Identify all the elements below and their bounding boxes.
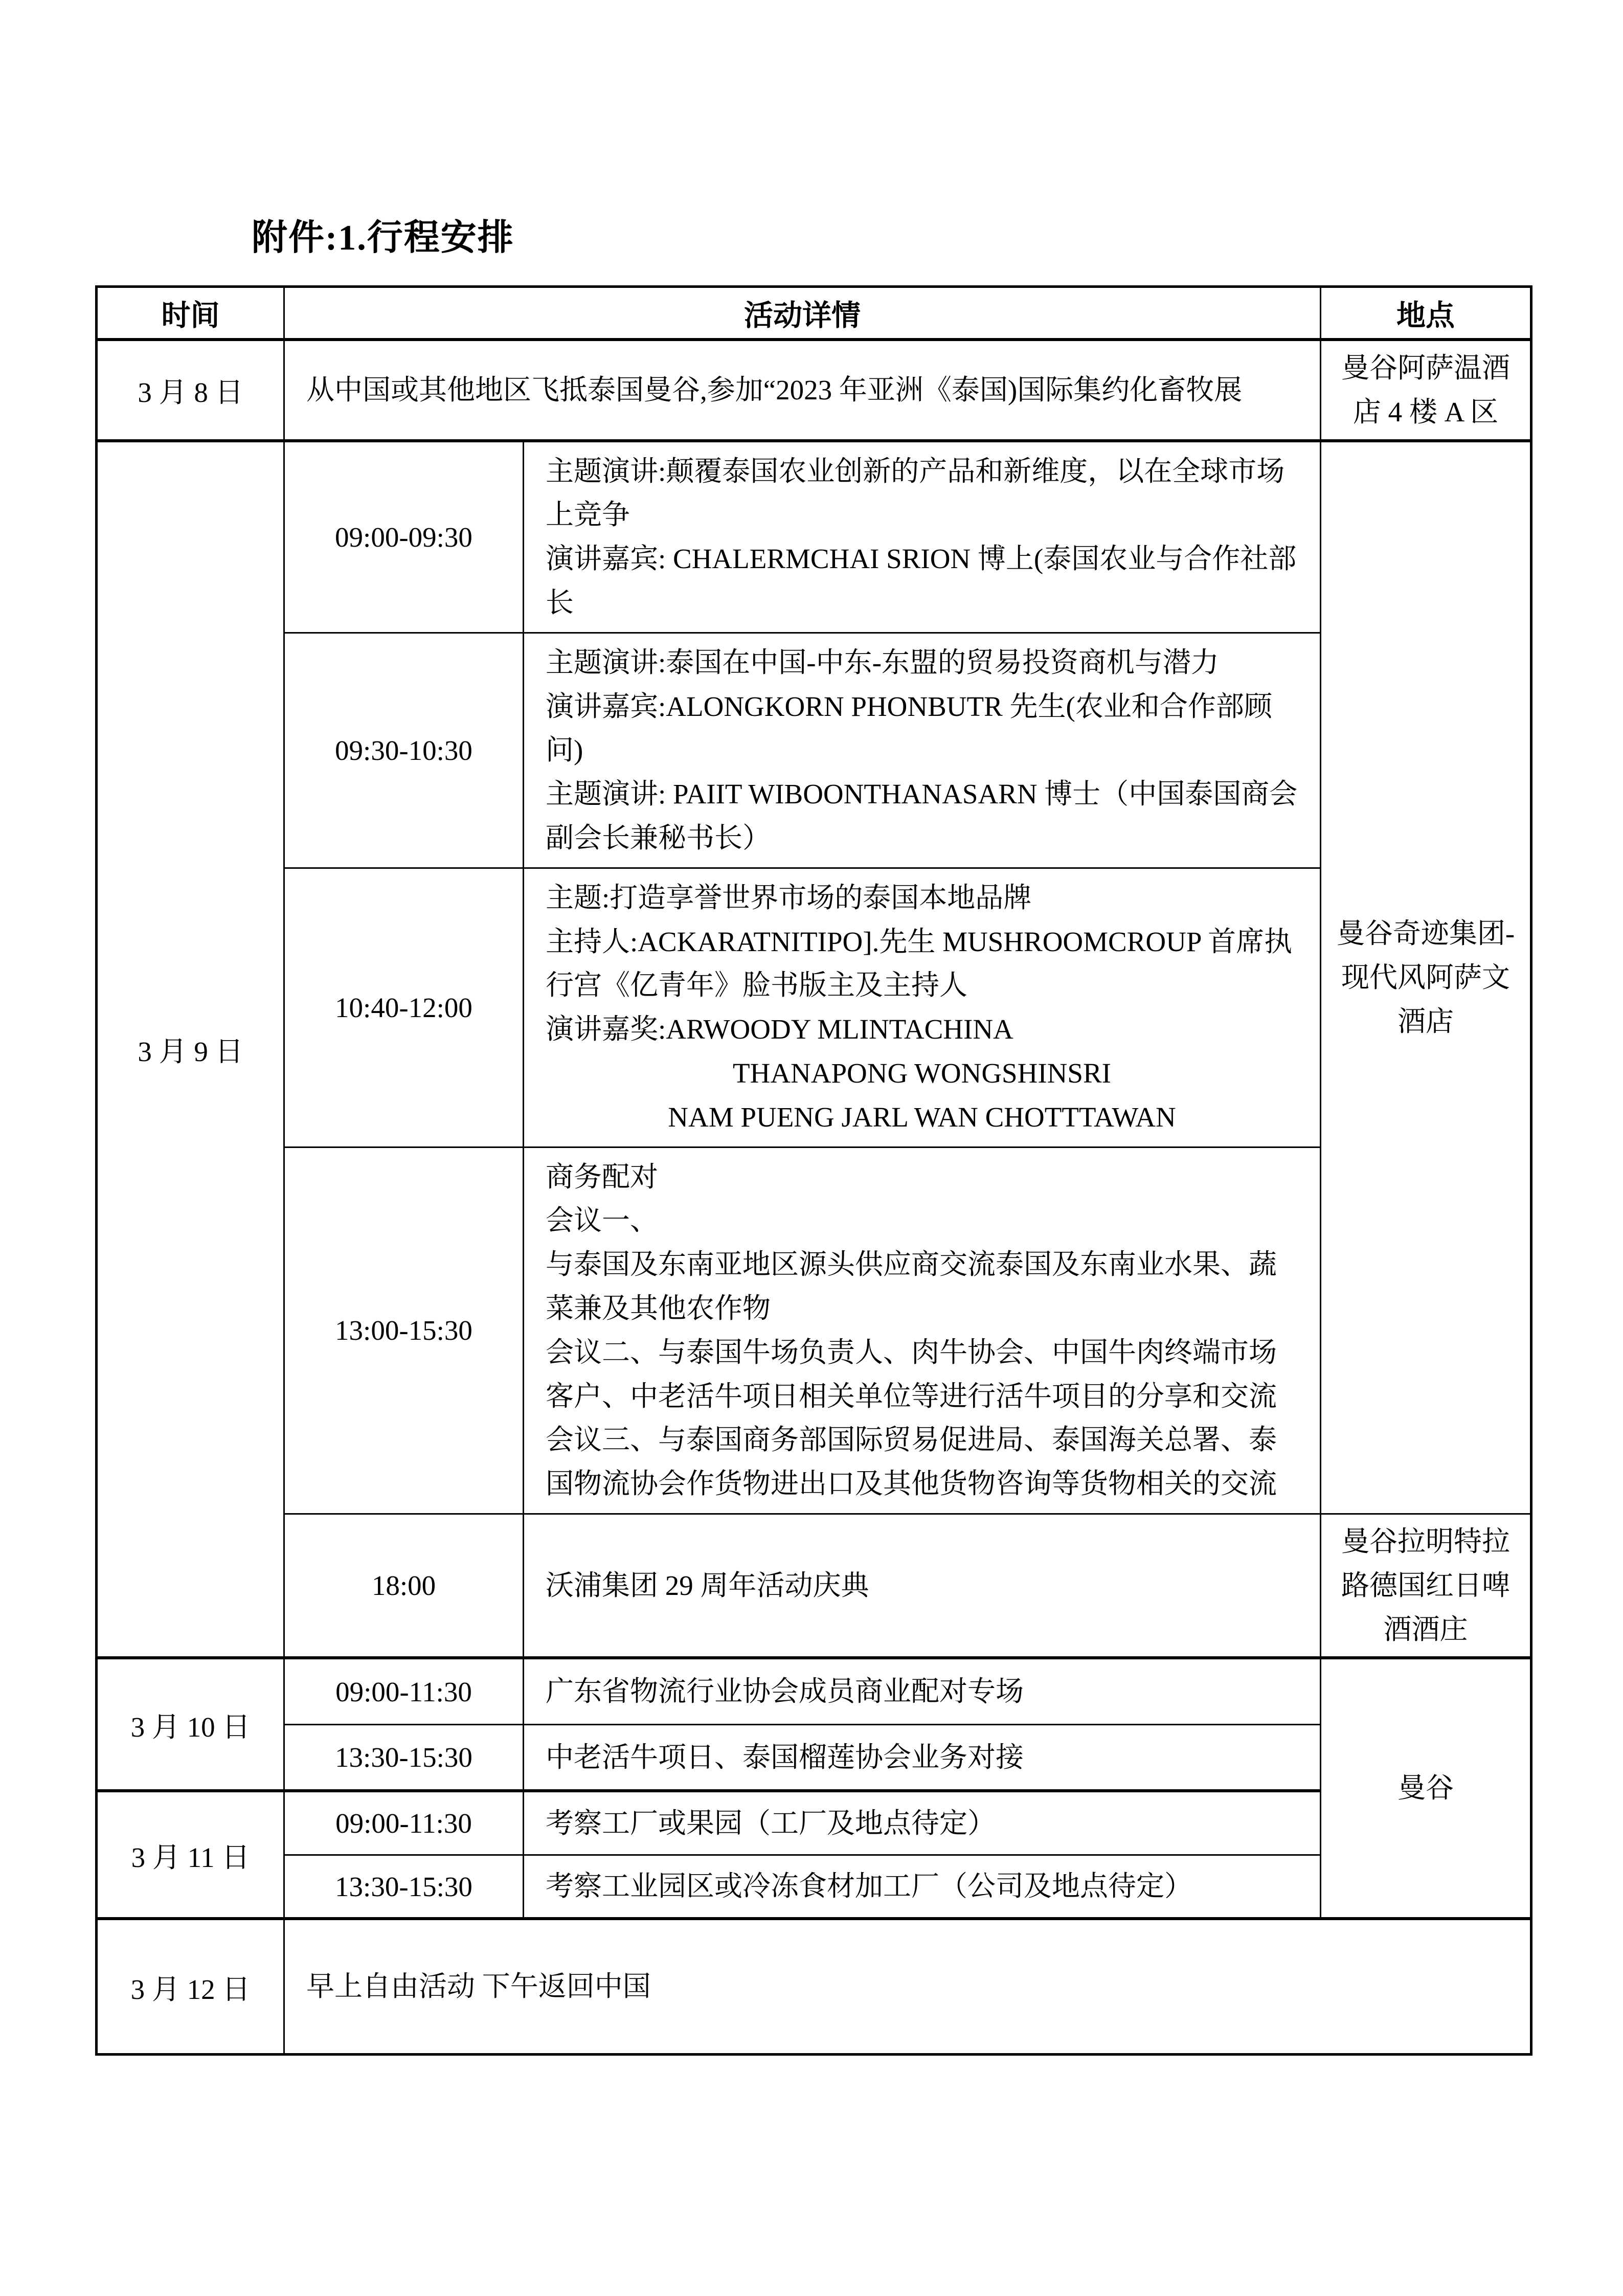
activity-paragraph: 早上自由活动 下午返回中国 — [306, 1971, 651, 2002]
cell-activity-mar11-0 — [524, 1791, 1321, 1855]
header-location: 地点 — [1321, 287, 1531, 340]
activity-paragraph: 主题演讲:颠覆泰国农业创新的产品和新维度，以在全球市场上竞争 — [546, 455, 1285, 531]
cell-time-mar10-0: 09:00-11:30 — [284, 1658, 524, 1724]
cell-location-mar9: 曼谷奇迹集团-现代风阿萨文酒店 — [1321, 441, 1531, 1514]
cell-activity-mar9-3 — [524, 1147, 1321, 1514]
cell-date-mar9: 3 月 9 日 — [97, 441, 284, 1658]
cell-time-mar10-1: 13:30-15:30 — [284, 1724, 524, 1791]
cell-location-mar10-11: 曼谷 — [1321, 1658, 1531, 1919]
activity-paragraph: 考察工厂或果园（工厂及地点待定） — [546, 1807, 996, 1839]
cell-activity-mar8 — [284, 340, 1321, 441]
activity-paragraph: 演讲嘉宾:ALONGKORN PHONBUTR 先生(农业和合作部顾问) — [546, 690, 1272, 766]
cell-date-mar10: 3 月 10 日 — [97, 1658, 284, 1791]
header-activity: 活动详情 — [284, 287, 1321, 340]
cell-date-mar8: 3 月 8 日 — [97, 340, 284, 441]
itinerary-table — [95, 285, 1532, 2056]
activity-paragraph: 会议三、与泰国商务部国际贸易促进局、泰国海关总署、泰国物流协会作货物进出口及其他货物咨询等货物相关的交流 — [546, 1424, 1277, 1500]
cell-location-mar8: 曼谷阿萨温酒店 4 楼 A 区 — [1321, 340, 1531, 441]
header-time: 时间 — [97, 287, 284, 340]
activity-paragraph: NAM PUENG JARL WAN CHOTTTAWAN — [668, 1101, 1176, 1133]
activity-paragraph: 商务配对 — [546, 1161, 659, 1192]
activity-paragraph: 从中国或其他地区飞抵泰国曼谷,参加“2023 年亚洲《泰国)国际集约化畜牧展 — [306, 374, 1243, 406]
cell-activity-mar10-0 — [524, 1658, 1321, 1724]
cell-time-mar9-1: 09:30-10:30 — [284, 633, 524, 868]
activity-paragraph: 主题演讲:泰国在中国-中东-东盟的贸易投资商机与潜力 — [546, 646, 1219, 678]
activity-paragraph: 沃浦集团 29 周年活动庆典 — [546, 1569, 869, 1601]
cell-activity-mar10-1 — [524, 1724, 1321, 1791]
activity-paragraph: 广东省物流行业协会成员商业配对专场 — [546, 1676, 1024, 1707]
activity-paragraph: 与泰国及东南亚地区源头供应商交流泰国及东南业水果、蔬菜兼及其他农作物 — [546, 1249, 1277, 1324]
cell-time-mar9-3: 13:00-15:30 — [284, 1147, 524, 1514]
activity-paragraph: 会议二、与泰国牛场负责人、肉牛协会、中国牛肉终端市场客户、中老活牛项日相关单位等进行活牛项目的分享和交流 — [546, 1336, 1277, 1412]
activity-paragraph: 主持人:ACKARATNITIPO].先生 MUSHROOMCROUP 首席执行宫《亿青年》脸书版主及主持人 — [546, 926, 1293, 1001]
cell-activity-mar9-4 — [524, 1514, 1321, 1658]
activity-paragraph: 主题演讲: PAIIT WIBOONTHANASARN 博士（中国泰国商会副会长兼秘书长） — [546, 778, 1298, 853]
activity-paragraph: 演讲嘉宾: CHALERMCHAI SRION 博上(泰国农业与合作社部长 — [546, 543, 1297, 618]
cell-activity-mar11-1 — [524, 1855, 1321, 1919]
cell-time-mar9-4: 18:00 — [284, 1514, 524, 1658]
cell-location-mar9-evening: 曼谷拉明特拉路德国红日啤酒酒庄 — [1321, 1514, 1531, 1658]
activity-paragraph: 演讲嘉奖:ARWOODY MLINTACHINA — [546, 1014, 1013, 1045]
cell-time-mar9-0: 09:00-09:30 — [284, 441, 524, 633]
activity-paragraph: 中老活牛项日、泰国榴莲协会业务对接 — [546, 1741, 1024, 1773]
cell-activity-mar9-1 — [524, 633, 1321, 868]
page-title: 附件:1.行程安排 — [252, 218, 514, 258]
cell-time-mar11-0: 09:00-11:30 — [284, 1791, 524, 1855]
activity-paragraph: THANAPONG WONGSHINSRI — [733, 1057, 1111, 1089]
cell-time-mar11-1: 13:30-15:30 — [284, 1855, 524, 1919]
activity-paragraph: 考察工业园区或冷冻食材加工厂（公司及地点待定） — [546, 1871, 1193, 1902]
activity-paragraph: 会议一、 — [546, 1205, 659, 1236]
cell-date-mar11: 3 月 11 日 — [97, 1791, 284, 1919]
activity-paragraph: 主题:打造享誉世界市场的泰国本地品牌 — [546, 882, 1032, 913]
cell-activity-mar9-0 — [524, 441, 1321, 633]
cell-date-mar12: 3 月 12 日 — [97, 1919, 284, 2054]
cell-time-mar9-2: 10:40-12:00 — [284, 868, 524, 1147]
cell-activity-mar9-2 — [524, 868, 1321, 1147]
cell-activity-mar12 — [284, 1919, 1531, 2054]
